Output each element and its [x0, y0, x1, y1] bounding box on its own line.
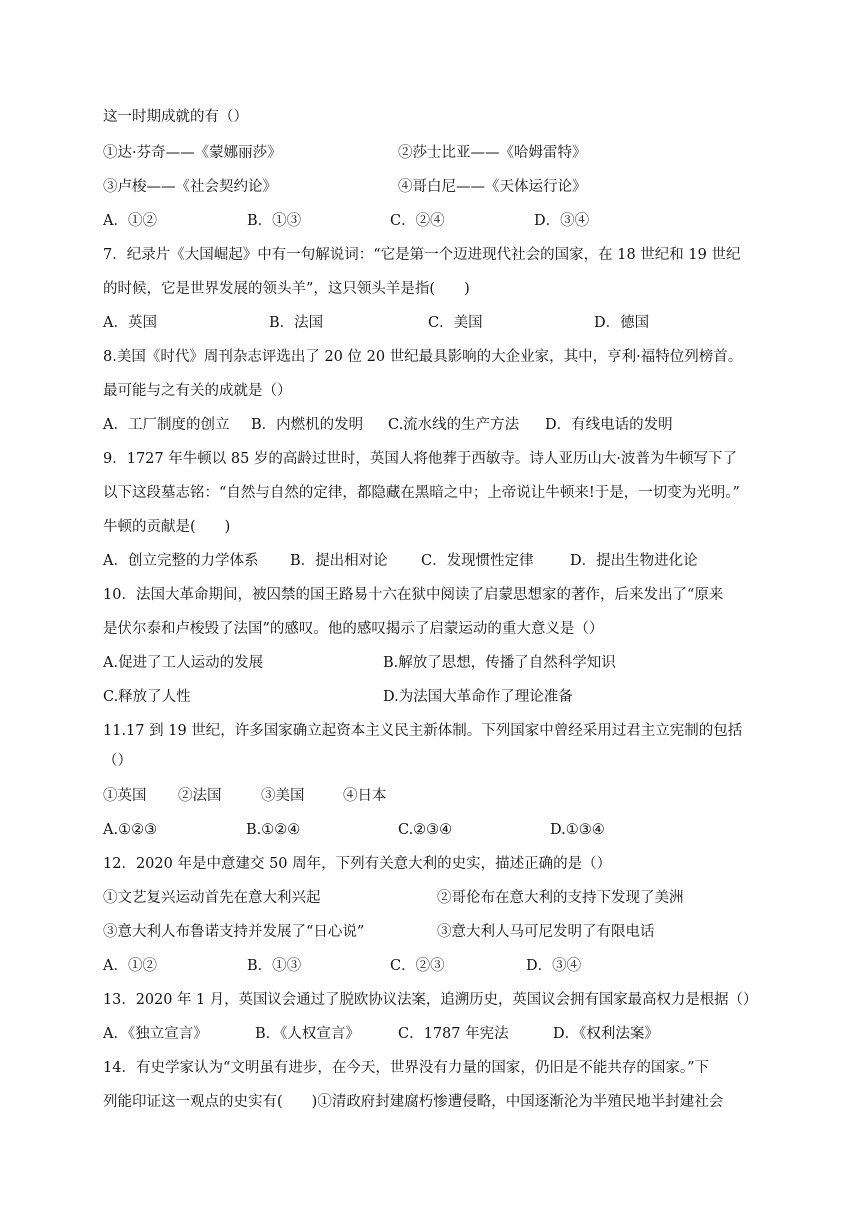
- q6-item-1: ①达·芬奇——《蒙娜丽莎》: [103, 145, 282, 161]
- q11-item-4: ④日本: [343, 788, 387, 804]
- q12-option-a: A．①②: [103, 958, 157, 974]
- q7-stem-line-2: 的时候，它是世界发展的领头羊”，这只领头羊是指( ): [103, 281, 470, 297]
- q6-option-a: A．①②: [103, 213, 157, 229]
- q6-option-b: B．①③: [247, 213, 302, 229]
- q12-option-d: D．③④: [526, 958, 582, 974]
- q12-item-4: ③意大利人马可尼发明了有限电话: [437, 924, 655, 940]
- q11-item-2: ②法国: [178, 788, 222, 804]
- q6-item-3: ③卢梭——《社会契约论》: [103, 179, 277, 195]
- q14-stem-line-2: 列能印证这一观点的史实有( )①清政府封建腐朽惨遭侵略，中国逐渐沦为半殖民地半封建社会: [103, 1094, 724, 1110]
- q7-option-b: B．法国: [269, 315, 324, 331]
- q13-stem-line-1: 13．2020 年 1 月，英国议会通过了脱欧协议法案，追溯历史，英国议会拥有国家最高权力是根据（）: [103, 992, 758, 1008]
- q6-stem-tail: 这一时期成就的有（）: [103, 109, 248, 125]
- q11-stem-line-2: （）: [103, 753, 132, 769]
- q9-stem-line-1: 9．1727 年牛顿以 85 岁的高龄过世时，英国人将他葬于西敏寺。诗人亚历山大·波普为牛顿写下了: [103, 451, 738, 467]
- q10-option-d: D.为法国大革命作了理论准备: [383, 689, 573, 705]
- q13-option-a: A．《独立宣言》: [103, 1026, 208, 1042]
- q9-option-a: A．创立完整的力学体系: [103, 553, 259, 569]
- q8-option-a: A．工厂制度的创立: [103, 417, 230, 433]
- q8-option-d: D．有线电话的发明: [545, 417, 673, 433]
- q11-option-d: D.①③④: [550, 822, 605, 838]
- q10-stem-line-2: 是伏尔泰和卢梭毁了法国”的感叹。他的感叹揭示了启蒙运动的重大意义是（）: [103, 621, 604, 637]
- q13-option-c: C．1787 年宪法: [398, 1026, 509, 1042]
- q11-option-b: B.①②④: [246, 822, 301, 838]
- q13-option-d: D．《权利法案》: [553, 1026, 659, 1042]
- q9-option-d: D．提出生物进化论: [570, 553, 698, 569]
- q9-stem-line-2: 以下这段墓志铭：“自然与自然的定律，都隐藏在黑暗之中；上帝说让牛顿来!于是，一切变为光明。”: [103, 485, 740, 501]
- q10-option-b: B.解放了思想，传播了自然科学知识: [383, 655, 616, 671]
- q9-option-b: B．提出相对论: [290, 553, 388, 569]
- q7-option-a: A．英国: [103, 315, 157, 331]
- q9-option-c: C．发现惯性定律: [421, 553, 534, 569]
- q10-option-a: A.促进了工人运动的发展: [103, 655, 264, 671]
- q8-stem-line-2: 最可能与之有关的成就是（）: [103, 383, 292, 399]
- q6-item-4: ④哥白尼——《天体运行论》: [398, 179, 587, 195]
- q12-item-3: ③意大利人布鲁诺支持并发展了“日心说”: [103, 924, 365, 940]
- q10-option-c: C.释放了人性: [103, 689, 191, 705]
- q12-item-2: ②哥伦布在意大利的支持下发现了美洲: [437, 890, 684, 906]
- q11-stem-line-1: 11.17 到 19 世纪，许多国家确立起资本主义民主新体制。下列国家中曾经采用过君主立宪制的包括: [103, 723, 743, 739]
- q14-stem-line-1: 14．有史学家认为“文明虽有进步，在今天，世界没有力量的国家，仍旧是不能共存的国家。”下: [103, 1060, 710, 1076]
- q11-option-c: C.②③④: [398, 822, 453, 838]
- q6-option-c: C．②④: [390, 213, 445, 229]
- q12-option-c: C．②③: [390, 958, 445, 974]
- q6-option-d: D．③④: [534, 213, 590, 229]
- q11-item-3: ③美国: [261, 788, 305, 804]
- q13-option-b: B．《人权宣言》: [255, 1026, 360, 1042]
- q6-item-2: ②莎士比亚——《哈姆雷特》: [398, 145, 587, 161]
- q8-option-c: C.流水线的生产方法: [388, 417, 520, 433]
- q7-option-c: C．美国: [428, 315, 483, 331]
- q8-option-b: B．内燃机的发明: [251, 417, 364, 433]
- q12-item-1: ①文艺复兴运动首先在意大利兴起: [103, 890, 321, 906]
- q12-stem-line-1: 12．2020 年是中意建交 50 周年，下列有关意大利的史实，描述正确的是（）: [103, 856, 612, 872]
- q11-option-a: A.①②③: [103, 822, 158, 838]
- q11-item-1: ①英国: [103, 788, 147, 804]
- q8-stem-line-1: 8.美国《时代》周刊杂志评选出了 20 位 20 世纪最具影响的大企业家，其中，亨利·福特位列榜首。: [103, 349, 743, 365]
- q7-stem-line-1: 7．纪录片《大国崛起》中有一句解说词：“它是第一个迈进现代社会的国家，在 18 世纪和 19 世纪: [103, 247, 741, 263]
- q9-stem-line-3: 牛顿的贡献是( ): [103, 519, 231, 535]
- q10-stem-line-1: 10．法国大革命期间，被囚禁的国王路易十六在狱中阅读了启蒙思想家的著作，后来发出了“原来: [103, 587, 724, 603]
- q12-option-b: B．①③: [247, 958, 302, 974]
- q7-option-d: D．德国: [594, 315, 650, 331]
